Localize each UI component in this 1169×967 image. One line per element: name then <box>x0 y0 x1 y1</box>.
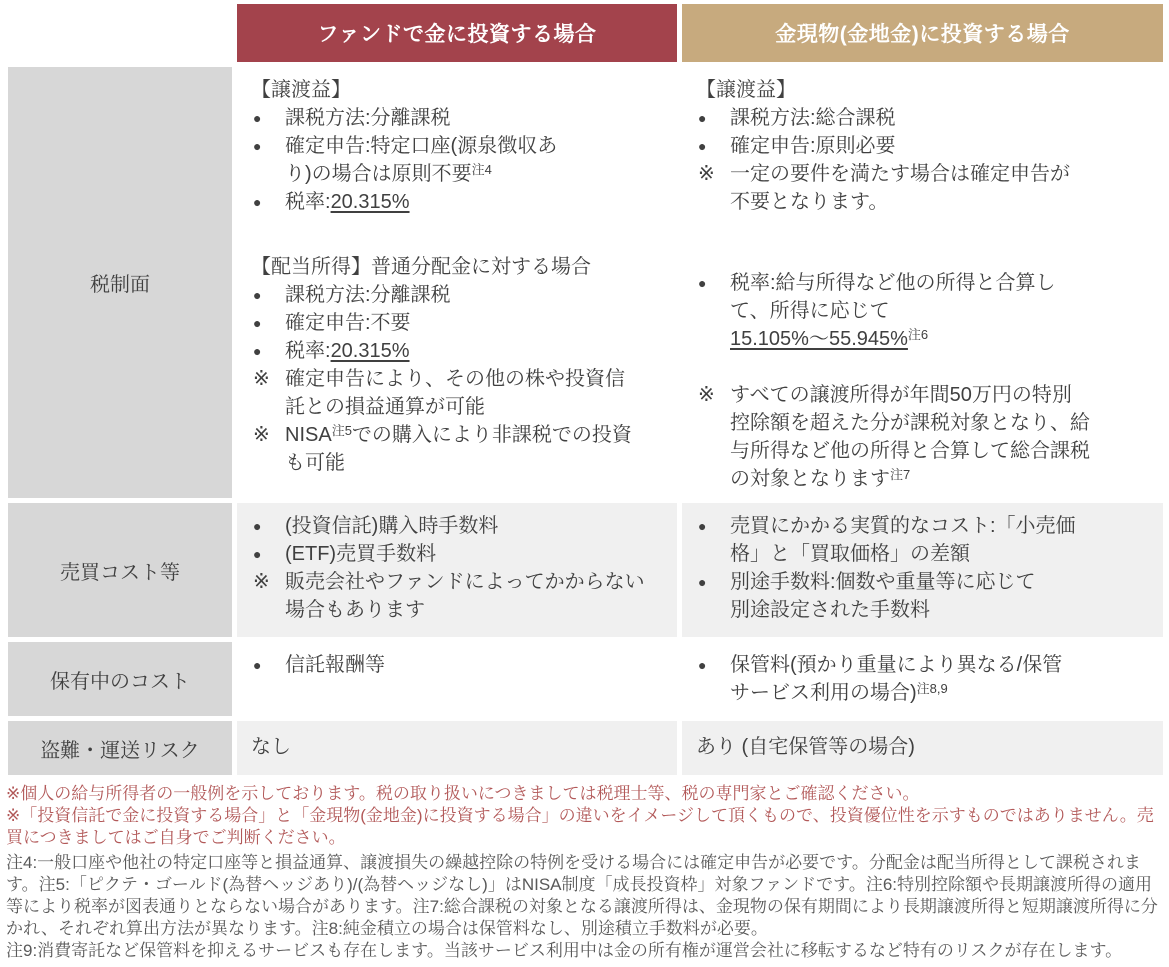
cell-line <box>251 540 663 568</box>
text-segment: 確定申告により、その他の株や投資信 <box>285 368 625 390</box>
text-segment: NISA <box>285 424 332 446</box>
footnote-ref: 注8,9 <box>916 681 948 696</box>
column-header-physical-gold: 金現物(金地金)に投資する場合 <box>682 4 1163 62</box>
text-segment: 【譲渡益】 <box>696 79 796 101</box>
footnote-note-9: 注9:消費寄託など保管料を抑えるサービスも存在します。当該サービス利用中は金の所有権が運営会社に移転するなど特有のリスクが存在します。 <box>6 941 1123 960</box>
text-segment: 課税方法:総合課税 <box>730 107 896 129</box>
footnote-notes-4-8: 注4:一般口座や他社の特定口座等と損益通算、譲渡損失の繰越控除の特例を受ける場合には確定申告が必要です。分配金は配当所得として課税されます。注5:「ピクテ・ゴールド(為替ヘッジあり)/(為替ヘッジなし)」はNISA制度「成長投資枠」対象ファンドです。注6:特別控除額や長期譲渡所得の適用等により税率が図表通りとならない場合があります。注7:総合課税の対象となる譲渡所得は、金現物の保有期間により長期譲渡所得と短期譲渡所得に分かれ、それぞれ算出方法が異なります。注8:純金積立の場合は保管料なし、別途積立手数料が必要。 <box>6 853 1158 938</box>
text-segment: 控除額を超えた分が課税対象となり、給 <box>730 412 1090 434</box>
cell-theft-risk-physical <box>682 721 1163 775</box>
cell-line <box>251 337 663 365</box>
footnote-disclaimer-1: ※個人の給与所得者の一般例を示しております。税の取り扱いにつきましては税理士等、税の専門家とご確認ください。 <box>6 784 920 803</box>
text-segment: 別途設定された手数料 <box>730 599 930 621</box>
text-segment: 与所得など他の所得と合算して総合課税 <box>730 440 1090 462</box>
cell-block <box>251 733 663 761</box>
row-label-holding-cost: 保有中のコスト <box>8 642 232 716</box>
cell-block <box>696 381 1149 493</box>
cell-block <box>251 253 663 477</box>
text-segment: すべての譲渡所得が年間50万円の特別 <box>730 384 1072 406</box>
cell-block <box>251 76 663 216</box>
text-segment: り)の場合は原則不要 <box>285 163 472 185</box>
cell-line <box>251 188 663 216</box>
cell-line <box>696 160 1149 216</box>
footnote-ref: 注7 <box>890 467 911 482</box>
text-segment: 不要となります。 <box>730 191 889 213</box>
cell-line <box>251 104 663 132</box>
note-marker: ※ <box>698 163 715 185</box>
text-segment: 確定申告:特定口座(源泉徴収あ <box>285 135 558 157</box>
cell-trading-cost-fund <box>237 503 677 637</box>
footnotes <box>6 783 1164 962</box>
text-segment: 確定申告:不要 <box>285 312 411 334</box>
cell-block <box>696 76 1149 216</box>
note-marker: ※ <box>253 368 270 390</box>
text-segment: 【譲渡益】 <box>251 79 351 101</box>
bullet-marker: ● <box>698 110 707 126</box>
text-segment: 【配当所得】普通分配金に対する場合 <box>251 256 591 278</box>
cell-line <box>696 651 1149 707</box>
underlined-value: 20.315% <box>330 191 410 213</box>
footnote-ref: 注5 <box>331 423 352 438</box>
comparison-table <box>8 4 1163 775</box>
cell-block <box>251 651 663 679</box>
cell-line <box>251 365 663 421</box>
cell-line <box>251 132 663 188</box>
text-segment: 信託報酬等 <box>285 654 385 676</box>
bullet-marker: ● <box>253 343 262 359</box>
cell-block <box>696 651 1149 707</box>
cell-line <box>251 76 663 104</box>
text-segment: での購入により非課税での投資 <box>351 424 632 446</box>
text-segment: の対象となります <box>730 468 890 490</box>
bullet-marker: ● <box>698 574 707 590</box>
text-segment: 保管料(預かり重量により異なる/保管 <box>730 654 1063 676</box>
text-segment: 税率:給与所得など他の所得と合算し <box>730 272 1056 294</box>
cell-holding-cost-physical <box>682 642 1163 716</box>
footnote-disclaimer-2: ※「投資信託で金に投資する場合」と「金現物(金地金)に投資する場合」の違いをイメージして頂くもので、投資優位性を示すものではありません。売買につきましてはご自身でご判断ください。 <box>6 806 1154 847</box>
text-segment: 託との損益通算が可能 <box>285 396 485 418</box>
text-segment: 別途手数料:個数や重量等に応じて <box>730 571 1036 593</box>
bullet-marker: ● <box>698 275 707 291</box>
cell-taxation-fund <box>237 67 677 498</box>
bullet-marker: ● <box>253 110 262 126</box>
cell-line <box>696 381 1149 493</box>
cell-line <box>696 104 1149 132</box>
bullet-marker: ● <box>253 546 262 562</box>
row-label-theft-risk: 盗難・運送リスク <box>8 721 232 775</box>
row-label-taxation: 税制面 <box>8 67 232 498</box>
bullet-marker: ● <box>698 138 707 154</box>
cell-block <box>696 512 1149 624</box>
bullet-marker: ● <box>253 315 262 331</box>
cell-trading-cost-physical <box>682 503 1163 637</box>
cell-line <box>251 651 663 679</box>
cell-line <box>696 269 1149 353</box>
text-segment: 格」と「買取価格」の差額 <box>730 543 970 565</box>
text-segment: サービス利用の場合) <box>730 682 917 704</box>
cell-line <box>251 733 663 761</box>
cell-line <box>251 421 663 477</box>
cell-holding-cost-fund <box>237 642 677 716</box>
text-segment: も可能 <box>285 452 345 474</box>
text-segment: 税率: <box>285 340 331 362</box>
row-label-trading-cost: 売買コスト等 <box>8 503 232 637</box>
text-segment: (ETF)売買手数料 <box>285 543 437 565</box>
text-segment: 税率: <box>285 191 331 213</box>
cell-line <box>251 309 663 337</box>
column-header-fund: ファンドで金に投資する場合 <box>237 4 677 62</box>
text-segment: なし <box>251 736 291 758</box>
bullet-marker: ● <box>253 518 262 534</box>
cell-line <box>696 132 1149 160</box>
footnote-ref: 注6 <box>907 327 929 342</box>
cell-line <box>696 568 1149 624</box>
footnote-ref: 注4 <box>471 162 492 177</box>
text-segment: 課税方法:分離課税 <box>285 107 451 129</box>
cell-line <box>696 733 1149 761</box>
cell-line <box>251 253 663 281</box>
cell-block <box>696 269 1149 353</box>
cell-theft-risk-fund <box>237 721 677 775</box>
text-segment: 販売会社やファンドによってかからない <box>285 571 645 593</box>
underlined-value: 15.105%〜55.945% <box>730 328 908 350</box>
text-segment: て、所得に応じて <box>730 300 890 322</box>
text-segment: 売買にかかる実質的なコスト:「小売価 <box>730 515 1076 537</box>
bullet-marker: ● <box>253 287 262 303</box>
cell-line <box>696 512 1149 568</box>
cell-line <box>251 568 663 624</box>
text-segment: あり (自宅保管等の場合) <box>696 736 915 758</box>
cell-line <box>251 512 663 540</box>
bullet-marker: ● <box>253 138 262 154</box>
cell-block <box>696 733 1149 761</box>
note-marker: ※ <box>253 424 270 446</box>
bullet-marker: ● <box>698 657 707 673</box>
text-segment: (投資信託)購入時手数料 <box>285 515 499 537</box>
bullet-marker: ● <box>253 657 262 673</box>
note-marker: ※ <box>253 571 270 593</box>
text-segment: 確定申告:原則必要 <box>730 135 896 157</box>
cell-block <box>251 512 663 624</box>
text-segment: 場合もあります <box>285 599 425 621</box>
text-segment: 課税方法:分離課税 <box>285 284 451 306</box>
underlined-value: 20.315% <box>330 340 410 362</box>
cell-taxation-physical <box>682 67 1163 498</box>
table-corner-spacer <box>8 4 232 62</box>
bullet-marker: ● <box>253 194 262 210</box>
cell-line <box>251 281 663 309</box>
note-marker: ※ <box>698 384 715 406</box>
text-segment: 一定の要件を満たす場合は確定申告が <box>730 163 1070 185</box>
bullet-marker: ● <box>698 518 707 534</box>
cell-line <box>696 76 1149 104</box>
